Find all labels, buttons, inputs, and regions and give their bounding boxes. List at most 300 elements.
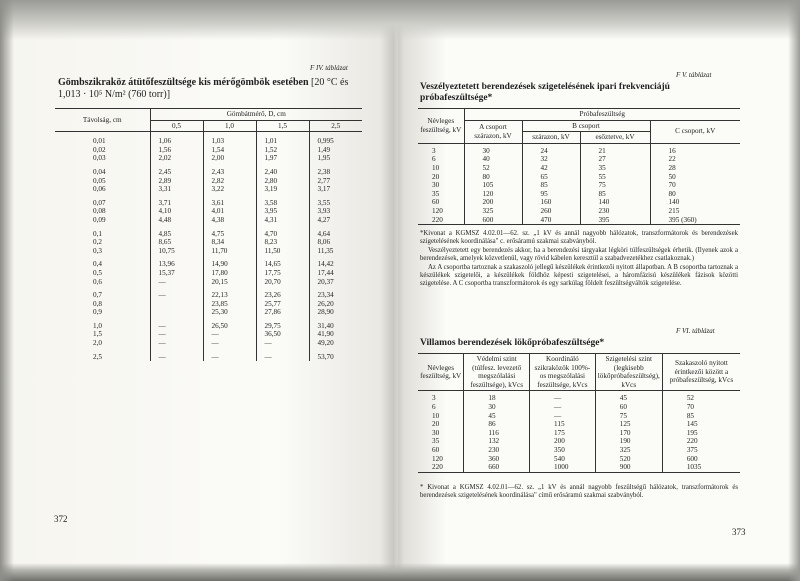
table-6 — [418, 353, 740, 473]
table-cell: 28 — [668, 163, 676, 172]
note-paragraph: *Kivonat a KGMSZ 4.02.01—62. sz. „1 kV és annál nagyobb hálózatok, transzformátorok és berendezések szigetelésének koordinálása" c. erősáramú szakmai szabványból. — [420, 230, 738, 246]
table-cell: 325 — [595, 446, 662, 455]
cell-value: — — [158, 321, 166, 330]
cell-value: 20,37 — [317, 277, 334, 286]
table-cell: 21 — [580, 143, 650, 155]
table-4-title-bold: Gömbszikraköz átütőfeszültsége kis mérőgömbök esetében — [58, 77, 309, 88]
voltage-cell — [309, 317, 362, 348]
voltage-cell — [256, 317, 309, 348]
cell-value: 0,2 — [93, 238, 102, 247]
table-cell: 325 — [464, 207, 522, 216]
cell-value: 22,13 — [211, 291, 228, 300]
table-cell: 60 — [595, 403, 662, 412]
cell-value: 15,37 — [158, 268, 175, 277]
header-d-05: 0,5 — [150, 120, 203, 132]
cell-value: 2,45 — [158, 167, 172, 176]
voltage-cell — [309, 348, 362, 362]
cell-value — [159, 300, 201, 309]
cell-value: 0,04 — [93, 167, 106, 176]
table-4-tag: F IV. táblázat — [310, 64, 348, 72]
cell-value: — — [211, 352, 219, 361]
table-cell: — — [530, 412, 596, 421]
table-cell: 16 — [668, 146, 676, 155]
table-cell: 35 — [418, 437, 464, 446]
cell-value: 26,50 — [211, 321, 228, 330]
cell-value: 2,43 — [211, 167, 225, 176]
voltage-cell — [256, 132, 309, 163]
cell-value: 0,07 — [93, 198, 106, 207]
voltage-cell — [309, 194, 362, 225]
table-cell: 140 — [580, 198, 650, 207]
cell-value: 1,5 — [93, 330, 102, 339]
cell-value: — — [158, 339, 166, 348]
table-cell: 395 (360) — [650, 216, 740, 225]
book-gutter — [380, 0, 404, 581]
t6-header-disconnector: Szakaszoló nyitott érintkezői között a próbafeszültség, kVcs — [662, 354, 740, 391]
table-cell: 35 — [418, 190, 464, 199]
header-d-15: 1,5 — [256, 120, 309, 132]
right-page — [398, 0, 800, 581]
distance-cell — [55, 286, 150, 317]
cell-value: 10,75 — [158, 246, 175, 255]
table-4-title-rest: [20 °C és 1,013 · 10⁵ N/m² (760 torr)] — [58, 77, 349, 100]
cell-value: 4,27 — [317, 215, 331, 224]
cell-value: 4,70 — [264, 229, 278, 238]
cell-value: 23,34 — [317, 291, 334, 300]
table-cell: 1000 — [530, 463, 596, 472]
voltage-cell — [150, 286, 203, 317]
voltage-cell — [150, 317, 203, 348]
table-cell: 120 — [418, 455, 464, 464]
table-cell: 52 — [686, 394, 694, 403]
cell-value: 49,20 — [317, 339, 334, 348]
cell-value: 0,995 — [317, 137, 334, 146]
voltage-cell — [150, 163, 203, 194]
cell-value: 2,02 — [158, 154, 172, 163]
table-cell: 30 — [464, 403, 530, 412]
voltage-cell — [256, 194, 309, 225]
cell-value: 2,77 — [317, 176, 331, 185]
table-cell: 75 — [580, 181, 650, 190]
table-row — [418, 446, 740, 455]
voltage-cell — [150, 132, 203, 163]
cell-value: — — [158, 330, 166, 339]
header-d-25: 2,5 — [309, 120, 362, 132]
table-row — [55, 132, 362, 163]
table-cell: 30 — [464, 143, 522, 155]
table-cell: 105 — [464, 181, 522, 190]
cell-value: — — [158, 291, 166, 300]
voltage-cell — [150, 348, 203, 362]
cell-value: 1,54 — [211, 145, 225, 154]
cell-value: 0,09 — [93, 215, 106, 224]
cell-value: 28,90 — [317, 308, 334, 317]
table-row — [418, 190, 740, 199]
voltage-cell — [203, 317, 256, 348]
table-cell: 120 — [418, 207, 464, 216]
table-cell: 360 — [464, 455, 530, 464]
table-row — [418, 181, 740, 190]
voltage-cell — [256, 286, 309, 317]
cell-value: 1,0 — [93, 321, 102, 330]
cell-value: 53,70 — [317, 352, 334, 361]
table-cell: 70 — [686, 402, 694, 411]
cell-value: 17,44 — [317, 268, 334, 277]
table-cell: 24 — [522, 143, 580, 155]
cell-value: 0,6 — [93, 277, 102, 286]
bottom-scan-edge — [0, 563, 800, 581]
table-cell: 20 — [418, 173, 464, 182]
distance-cell — [55, 132, 150, 163]
table-cell: — — [530, 403, 596, 412]
t6-header-coordinating: Koordináló szikraközök 100%-os megszólalási feszültsége, kVcs — [530, 354, 596, 391]
cell-value: 4,10 — [158, 207, 172, 216]
distance-cell — [55, 163, 150, 194]
header-distance: Távolság, cm — [55, 109, 150, 132]
t5-header-b-dry: szárazon, kV — [522, 132, 580, 144]
cell-value: 3,55 — [317, 198, 331, 207]
table-row — [418, 155, 740, 164]
table-cell: 230 — [464, 446, 530, 455]
table-4 — [55, 108, 362, 361]
table-cell: 40 — [464, 155, 522, 164]
table-row — [418, 429, 740, 438]
cell-value: — — [211, 330, 219, 339]
cell-value: 4,01 — [211, 207, 225, 216]
table-cell: 260 — [522, 207, 580, 216]
cell-value: 14,42 — [317, 260, 334, 269]
table-cell: 32 — [522, 155, 580, 164]
table-cell: 75 — [595, 412, 662, 421]
cell-value: 4,38 — [211, 215, 225, 224]
table-row — [418, 391, 740, 403]
table-cell: 6 — [418, 403, 464, 412]
cell-value: 11,70 — [211, 246, 228, 255]
cell-value: 23,85 — [211, 299, 228, 308]
page-number-right: 373 — [732, 527, 746, 537]
voltage-cell — [309, 163, 362, 194]
table-row — [418, 216, 740, 225]
cell-value: 3,31 — [158, 185, 172, 194]
voltage-cell — [256, 255, 309, 286]
table-cell: 20 — [418, 420, 464, 429]
cell-value: 27,86 — [264, 308, 281, 317]
cell-value: 8,34 — [211, 238, 225, 247]
cell-value: 0,4 — [93, 260, 102, 269]
table-cell: 520 — [595, 455, 662, 464]
cell-value: 3,19 — [264, 185, 278, 194]
cell-value: — — [264, 339, 272, 348]
cell-value: 2,0 — [93, 339, 102, 348]
cell-value: 41,90 — [317, 330, 334, 339]
voltage-cell — [203, 225, 256, 256]
cell-value — [159, 308, 201, 317]
table-cell: 220 — [686, 437, 698, 446]
voltage-cell — [309, 255, 362, 286]
table-cell: 220 — [418, 216, 464, 225]
cell-value: 20,15 — [211, 277, 228, 286]
table-row — [418, 463, 740, 472]
cell-value: 23,26 — [264, 291, 281, 300]
table-row — [55, 225, 362, 256]
table-cell: 195 — [686, 428, 698, 437]
cell-value: — — [264, 352, 272, 361]
table-row — [418, 207, 740, 216]
table-cell: 6 — [418, 155, 464, 164]
t5-header-b: B csoport — [522, 120, 650, 132]
table-cell: 60 — [418, 198, 464, 207]
table-row — [418, 173, 740, 182]
table-cell: 900 — [595, 463, 662, 472]
table-cell: 85 — [522, 181, 580, 190]
cell-value: 3,93 — [317, 207, 331, 216]
cell-value: 4,48 — [158, 215, 172, 224]
t6-header-protection: Védelmi szint (túlfesz. levezető megszólalási feszültsége), kVcs — [464, 354, 530, 391]
note-paragraph: Az A csoportba tartoznak a szakaszoló jellegű készülékek érintkezői nyitott állapotban. A B csoportba tartoznak a készülékek szigetelői, a készülékek földhöz képesti szigetelései, a háromfázisú készülékek fázisok közötti szigetelése. A C csoportba transzformátorok és egy sarkúlag földelt feszültségváltók szigetelése. — [420, 263, 738, 288]
table-cell: 170 — [595, 429, 662, 438]
table-cell: 85 — [686, 411, 694, 420]
cell-value: 4,85 — [158, 229, 172, 238]
voltage-cell — [256, 163, 309, 194]
t5-header-b-rain: esőztetve, kV — [580, 132, 650, 144]
voltage-cell — [203, 255, 256, 286]
cell-value: 8,23 — [264, 238, 278, 247]
table-cell: 3 — [418, 143, 464, 155]
header-d-10: 1,0 — [203, 120, 256, 132]
cell-value: 0,1 — [93, 229, 102, 238]
cell-value: 1,56 — [158, 145, 172, 154]
table-cell: 45 — [595, 391, 662, 403]
cell-value: 0,06 — [93, 185, 106, 194]
cell-value: 20,70 — [264, 277, 281, 286]
table-cell: 52 — [464, 164, 522, 173]
table-row — [55, 194, 362, 225]
table-cell: 50 — [668, 172, 676, 181]
table-row — [418, 403, 740, 412]
cell-value: 2,5 — [93, 352, 102, 361]
table-cell: — — [530, 391, 596, 403]
cell-value: 0,03 — [93, 154, 106, 163]
t5-header-a: A csoport szárazon, kV — [464, 120, 522, 143]
table-cell: 10 — [418, 412, 464, 421]
table-cell: 132 — [464, 437, 530, 446]
t5-header-test: Próbafeszültség — [464, 109, 740, 121]
table-5-tag: F V. táblázat — [676, 71, 712, 79]
cell-value: 2,82 — [211, 176, 225, 185]
cell-value: 0,01 — [93, 137, 106, 146]
cell-value: 0,9 — [93, 308, 102, 317]
table-cell: 600 — [464, 216, 522, 225]
table-cell: 540 — [530, 455, 596, 464]
distance-cell — [55, 348, 150, 362]
voltage-cell — [203, 348, 256, 362]
cell-value: 1,01 — [264, 137, 278, 146]
table-cell: 18 — [464, 391, 530, 403]
cell-value: 3,22 — [211, 185, 225, 194]
table-4-title — [58, 77, 368, 101]
cell-value: 1,95 — [317, 154, 331, 163]
cell-value: 0,05 — [93, 176, 106, 185]
table-cell: 3 — [418, 391, 464, 403]
table-row — [418, 412, 740, 421]
distance-cell — [55, 225, 150, 256]
cell-value: 2,00 — [211, 154, 225, 163]
cell-value: 2,40 — [264, 167, 278, 176]
cell-value: 14,90 — [211, 260, 228, 269]
table-cell: 220 — [418, 463, 464, 472]
table-5-notes — [420, 230, 738, 289]
table-cell: 30 — [418, 429, 464, 438]
table-cell: 65 — [522, 173, 580, 182]
cell-value: 4,64 — [317, 229, 331, 238]
table-cell: 120 — [464, 190, 522, 199]
table-cell: 27 — [580, 155, 650, 164]
voltage-cell — [203, 286, 256, 317]
cell-value: 3,61 — [211, 198, 225, 207]
t6-header-nominal: Névleges feszültség, kV — [418, 354, 464, 391]
table-cell: 70 — [668, 181, 676, 190]
voltage-cell — [256, 348, 309, 362]
cell-value: 36,50 — [264, 330, 281, 339]
t5-header-c: C csoport, kV — [650, 120, 740, 143]
cell-value: 3,17 — [317, 185, 331, 194]
distance-cell — [55, 194, 150, 225]
voltage-cell — [309, 286, 362, 317]
table-cell: 1035 — [662, 463, 740, 472]
cell-value: 1,06 — [158, 137, 172, 146]
table-row — [418, 198, 740, 207]
table-cell: 215 — [668, 206, 680, 215]
page-number-left: 372 — [54, 514, 68, 524]
table-cell: 350 — [530, 446, 596, 455]
table-6-note: * Kivonat a KGMSZ 4.02.01—62. sz. „1 kV és annál nagyobb feszültségű hálózatok, transzformátorok és berendezések szigetelésének koordinálása" című erősáramú szakmai szabványból. — [420, 484, 738, 500]
cell-value: 4,75 — [211, 229, 225, 238]
cell-value: — — [211, 339, 219, 348]
table-cell: 85 — [580, 190, 650, 199]
voltage-cell — [203, 163, 256, 194]
cell-value: 0,8 — [93, 299, 102, 308]
table-cell: 60 — [418, 446, 464, 455]
t5-header-nominal: Névleges feszültség, kV — [418, 109, 464, 144]
table-row — [55, 255, 362, 286]
table-row — [55, 317, 362, 348]
cell-value: 1,03 — [211, 137, 225, 146]
table-cell: 200 — [464, 198, 522, 207]
table-cell: 140 — [668, 198, 680, 207]
table-cell: 375 — [686, 445, 698, 454]
top-scan-edge — [0, 0, 800, 40]
voltage-cell — [150, 255, 203, 286]
table-cell: 160 — [522, 198, 580, 207]
table-cell: 230 — [580, 207, 650, 216]
cell-value: — — [158, 352, 166, 361]
table-cell: 116 — [464, 429, 530, 438]
table-row — [55, 163, 362, 194]
table-cell: 22 — [668, 155, 676, 164]
cell-value: — — [158, 277, 166, 286]
voltage-cell — [150, 194, 203, 225]
table-cell: 35 — [580, 164, 650, 173]
cell-value: 0,3 — [93, 246, 102, 255]
table-row — [418, 437, 740, 446]
distance-cell — [55, 255, 150, 286]
table-cell: 115 — [530, 420, 596, 429]
table-cell: 660 — [464, 463, 530, 472]
cell-value: 0,5 — [93, 268, 102, 277]
table-row — [418, 420, 740, 429]
cell-value: 3,95 — [264, 207, 278, 216]
cell-value: 0,02 — [93, 145, 106, 154]
table-cell: 86 — [464, 420, 530, 429]
cell-value: 8,06 — [317, 238, 331, 247]
table-cell: 55 — [580, 173, 650, 182]
table-cell: 45 — [464, 412, 530, 421]
table-cell: 395 — [580, 216, 650, 225]
table-row — [55, 286, 362, 317]
voltage-cell — [256, 225, 309, 256]
cell-value: 31,40 — [317, 321, 334, 330]
cell-value: 2,38 — [317, 167, 331, 176]
cell-value: 3,71 — [158, 198, 172, 207]
table-cell: 470 — [522, 216, 580, 225]
voltage-cell — [203, 132, 256, 163]
cell-value: 17,80 — [211, 268, 228, 277]
cell-value: 1,97 — [264, 154, 278, 163]
table-cell: 80 — [464, 173, 522, 182]
cell-value: 14,65 — [264, 260, 281, 269]
cell-value: 0,08 — [93, 207, 106, 216]
table-cell: 95 — [522, 190, 580, 199]
cell-value: 1,52 — [264, 145, 278, 154]
table-cell: 80 — [668, 189, 676, 198]
left-page — [0, 0, 398, 581]
voltage-cell — [203, 194, 256, 225]
voltage-cell — [150, 225, 203, 256]
note-paragraph: Veszélyeztetett egy berendezés akkor, ha a berendezési tárgyakat légköri túlfeszültségek érhetik. (Ilyenek azok a berendezések, amelyek közvetlenül, vagy rövid kábelen keresztül a szabadvezetékhez csatlakoznak.) — [420, 246, 738, 263]
right-scan-edge — [788, 0, 800, 581]
cell-value: 26,20 — [317, 299, 334, 308]
table-row — [418, 455, 740, 464]
cell-value: 3,58 — [264, 198, 278, 207]
cell-value: 0,7 — [93, 291, 102, 300]
voltage-cell — [309, 132, 362, 163]
table-cell: 175 — [530, 429, 596, 438]
table-cell: 145 — [686, 420, 698, 429]
table-5 — [418, 108, 740, 225]
table-cell: 42 — [522, 164, 580, 173]
table-6-title: Villamos berendezések lökőpróbafeszültsége* — [420, 338, 605, 348]
table-cell: 10 — [418, 164, 464, 173]
distance-cell — [55, 317, 150, 348]
cell-value: 8,65 — [158, 238, 172, 247]
cell-value: 11,50 — [264, 246, 281, 255]
table-5-title: Veszélyeztetett berendezések szigetelésének ipari frekvenciájú próbafeszültsége* — [420, 82, 670, 103]
cell-value: 13,96 — [158, 260, 175, 269]
header-diameter: Gömbátmérő, D, cm — [150, 109, 362, 121]
table-row — [55, 348, 362, 362]
voltage-cell — [309, 225, 362, 256]
cell-value: 2,89 — [158, 176, 172, 185]
cell-value: 29,75 — [264, 321, 281, 330]
table-cell: 190 — [595, 437, 662, 446]
table-cell: 30 — [418, 181, 464, 190]
table-row — [418, 164, 740, 173]
t6-header-insulation: Szigetelési szint (legkisebb lökőpróbafeszültség), kVcs — [595, 354, 662, 391]
table-row — [418, 143, 740, 155]
cell-value: 4,31 — [264, 215, 278, 224]
table-6-tag: F VI. táblázat — [676, 327, 715, 335]
cell-value: 2,80 — [264, 176, 278, 185]
